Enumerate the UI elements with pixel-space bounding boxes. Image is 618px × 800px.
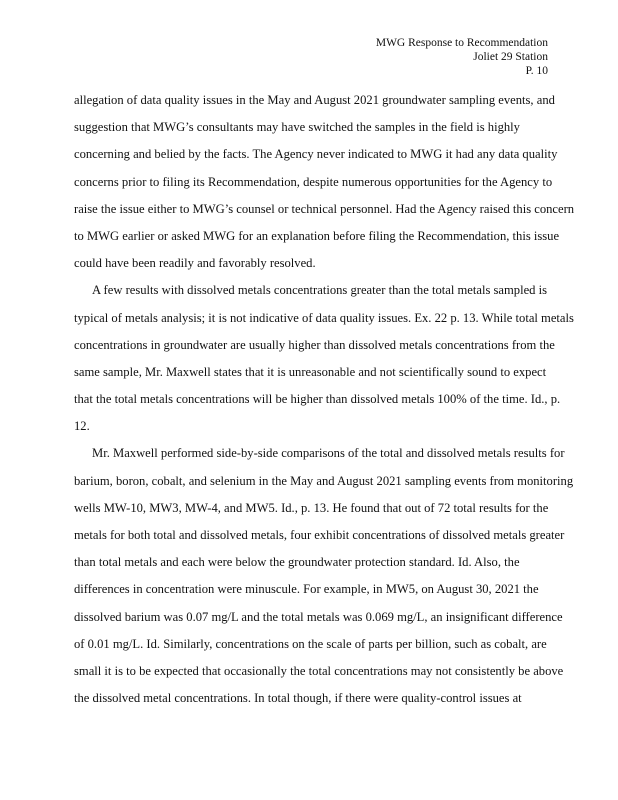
text-line: Mr. Maxwell performed side-by-side comparisons of the total and dissolved metals results for — [92, 446, 565, 461]
text-line: dissolved barium was 0.07 mg/L and the total metals was 0.069 mg/L, an insignificant difference — [74, 609, 563, 624]
text-line: than total metals and each were below the groundwater protection standard. Id. Also, the — [74, 555, 520, 570]
text-line: that the total metals concentrations will be higher than dissolved metals 100% of the time. Id., p. — [74, 392, 561, 407]
paragraph-1 — [74, 87, 604, 277]
page-header — [376, 36, 548, 78]
text-line: concerning and belied by the facts. The Agency never indicated to MWG it had any data quality — [74, 147, 558, 162]
paragraph-3 — [74, 440, 604, 712]
paragraph-2 — [74, 277, 604, 440]
header-station: Joliet 29 Station — [473, 51, 548, 63]
text-line: to MWG earlier or asked MWG for an explanation before filing the Recommendation, this issue — [74, 228, 560, 243]
text-line: concerns prior to filing its Recommendation, despite numerous opportunities for the Agency to — [74, 174, 553, 189]
text-line: of 0.01 mg/L. Id. Similarly, concentrations on the scale of parts per billion, such as cobalt, are — [74, 636, 547, 651]
text-line: raise the issue either to MWG’s counsel or technical personnel. Had the Agency raised this concern — [74, 201, 575, 216]
text-line: A few results with dissolved metals concentrations greater than the total metals sampled is — [92, 283, 548, 298]
text-line: could have been readily and favorably resolved. — [74, 256, 316, 271]
document-body — [74, 87, 604, 712]
text-line: 12. — [74, 419, 90, 434]
header-page-number: P. 10 — [525, 65, 548, 77]
text-line: wells MW-10, MW3, MW-4, and MW5. Id., p. 13. He found that out of 72 total results for the — [74, 500, 549, 515]
text-line: differences in concentration were minuscule. For example, in MW5, on August 30, 2021 the — [74, 582, 539, 597]
text-line: same sample, Mr. Maxwell states that it is unreasonable and not scientifically sound to expect — [74, 364, 547, 379]
text-line: small it is to be expected that occasionally the total concentrations may not consistently be above — [74, 663, 564, 678]
text-line: allegation of data quality issues in the May and August 2021 groundwater sampling events, and — [74, 93, 555, 107]
text-line: barium, boron, cobalt, and selenium in the May and August 2021 sampling events from monitoring — [74, 473, 574, 488]
text-line: concentrations in groundwater are usually higher than dissolved metals concentrations from the — [74, 337, 555, 352]
header-title: MWG Response to Recommendation — [375, 37, 548, 49]
text-line: the dissolved metal concentrations. In total though, if there were quality-control issues at — [74, 691, 522, 706]
text-line: typical of metals analysis; it is not indicative of data quality issues. Ex. 22 p. 13. While total metals — [74, 310, 574, 325]
text-line: suggestion that MWG’s consultants may have switched the samples in the field is highly — [74, 120, 520, 135]
text-line: metals for both total and dissolved metals, four exhibit concentrations of dissolved metals greater — [74, 528, 565, 542]
